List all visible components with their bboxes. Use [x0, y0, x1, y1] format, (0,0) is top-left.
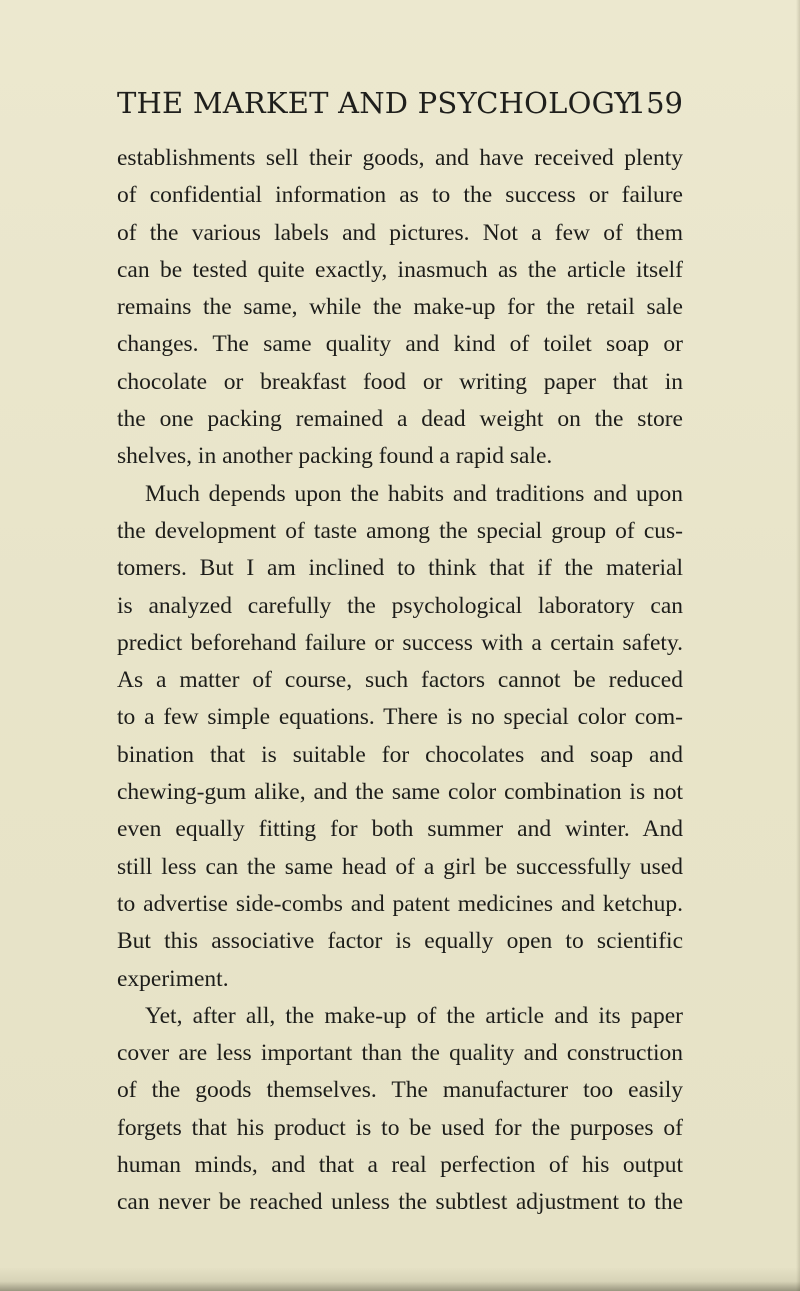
text-line: is analyzed carefully the psychological laboratory can: [117, 592, 683, 619]
text-line: chewing-gum alike, and the same color combination is not: [117, 779, 683, 806]
text-line: to advertise side-combs and patent medicines and ketchup.: [117, 890, 683, 917]
text-line: even equally fitting for both summer and winter. And: [117, 816, 683, 843]
text-line: of confidential information as to the success or failure: [117, 182, 683, 209]
text-line: As a matter of course, such factors cannot be reduced: [117, 667, 683, 694]
page-edge-shadow: [796, 0, 800, 1291]
text-line: remains the same, while the make-up for the retail sale: [117, 294, 683, 321]
text-line: the one packing remained a dead weight on the store: [117, 406, 683, 433]
text-line: the development of taste among the special group of cus-: [117, 517, 683, 544]
text-line: But this associative factor is equally open to scientific: [117, 928, 683, 955]
text-line: of the goods themselves. The manufacturer too easily: [117, 1077, 683, 1104]
text-line: human minds, and that a real perfection of his output: [117, 1152, 683, 1179]
text-line: changes. The same quality and kind of toilet soap or: [117, 331, 683, 358]
text-line: predict beforehand failure or success with a certain safety.: [117, 629, 683, 656]
text-line: can never be reached unless the subtlest adjustment to the: [117, 1189, 683, 1216]
text-line: chocolate or breakfast food or writing paper that in: [117, 368, 683, 395]
text-line: of the various labels and pictures. Not a few of them: [117, 219, 683, 246]
text-line: Yet, after all, the make-up of the article and its paper: [145, 1002, 683, 1029]
text-line: bination that is suitable for chocolates and soap and: [117, 741, 683, 768]
running-title: THE MARKET AND PSYCHOLOGY: [117, 86, 634, 120]
body-text: [117, 140, 683, 1222]
text-line: experiment.: [117, 965, 229, 992]
running-head: [117, 80, 683, 126]
page-number: 159: [627, 86, 683, 120]
text-line: still less can the same head of a girl be successfully used: [117, 853, 683, 880]
page-bottom-shadow: [0, 1267, 800, 1291]
text-line: Much depends upon the habits and traditions and upon: [145, 480, 683, 507]
text-line: to a few simple equations. There is no special color com-: [117, 704, 683, 731]
text-line: cover are less important than the quality and construction: [117, 1040, 683, 1067]
text-line: tomers. But I am inclined to think that if the material: [117, 555, 683, 582]
text-line: forgets that his product is to be used for the purposes of: [117, 1114, 683, 1141]
text-line: establishments sell their goods, and have received plenty: [117, 145, 683, 171]
text-line: shelves, in another packing found a rapid sale.: [117, 443, 553, 470]
text-line: can be tested quite exactly, inasmuch as the article itself: [117, 256, 683, 283]
